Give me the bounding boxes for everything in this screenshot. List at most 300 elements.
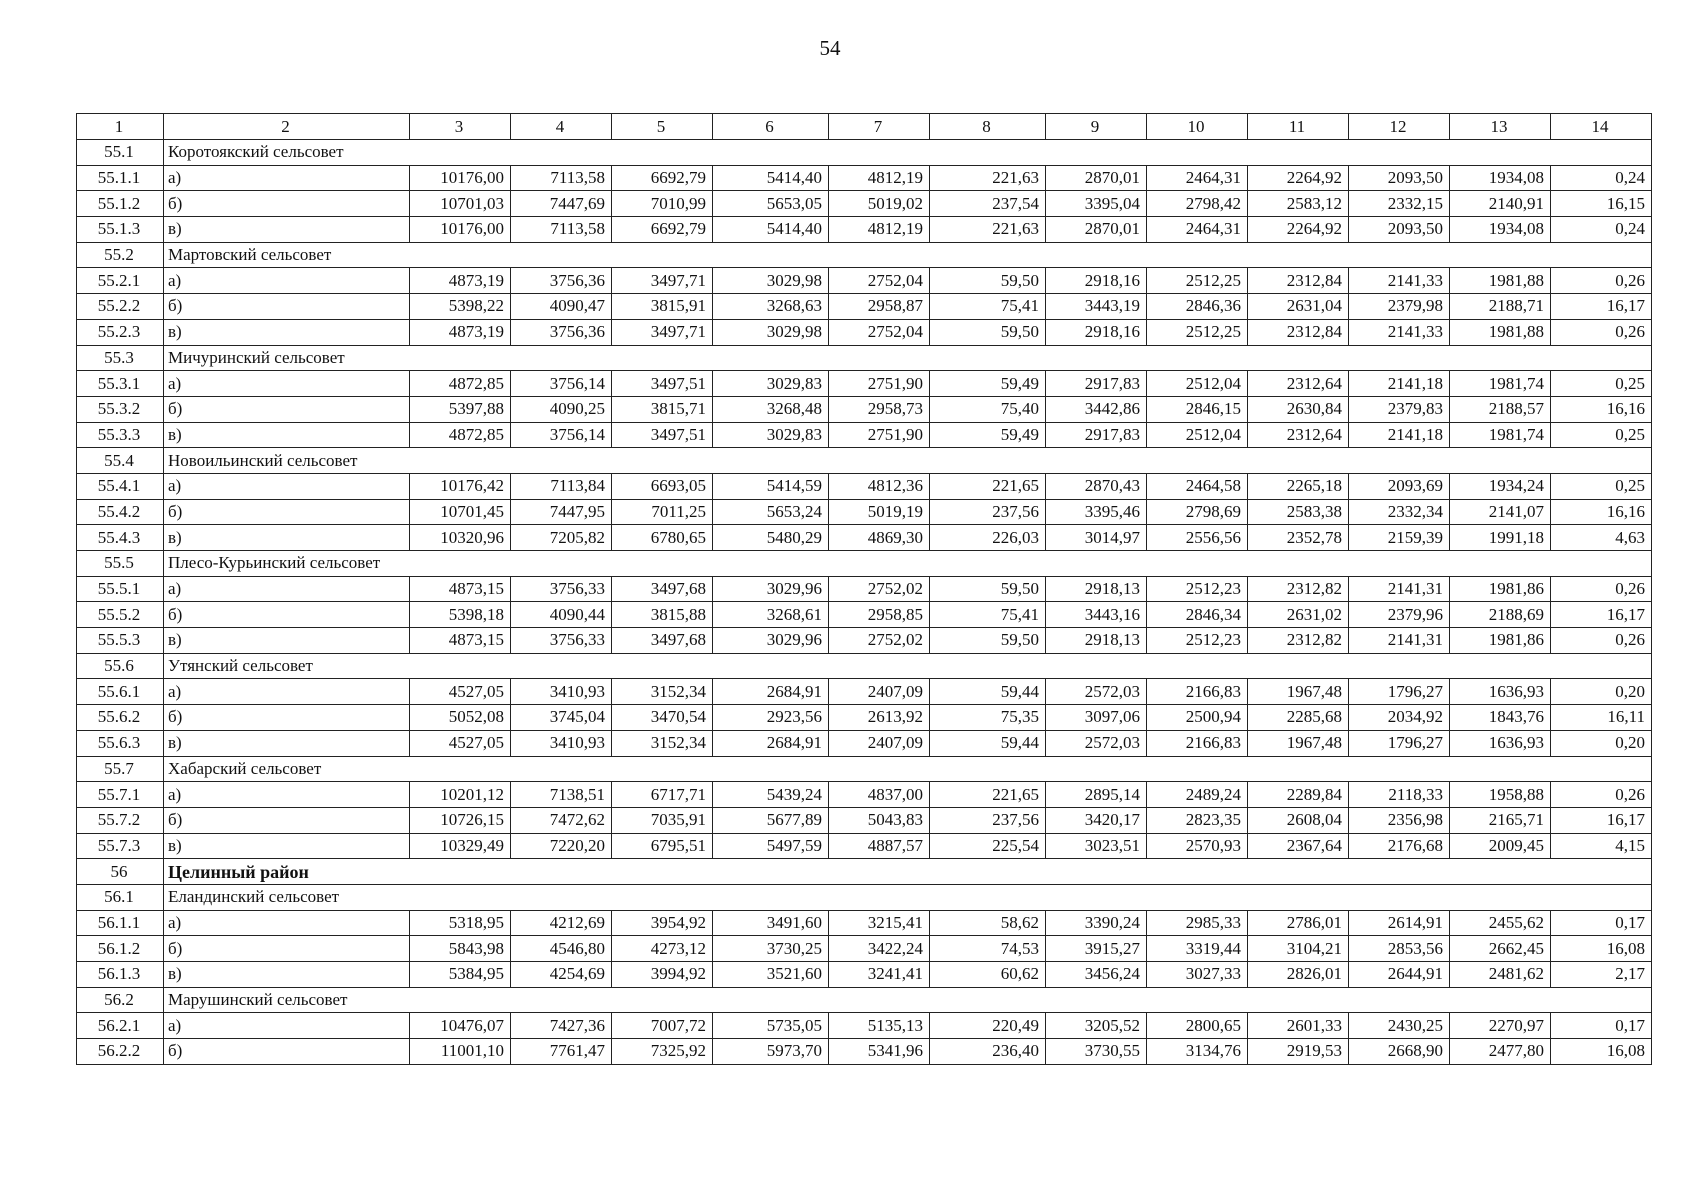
value-cell: 10701,03 <box>410 191 511 217</box>
value-cell: 10701,45 <box>410 499 511 525</box>
value-cell: 59,50 <box>930 268 1046 294</box>
value-cell: 5677,89 <box>713 807 829 833</box>
value-cell: 7007,72 <box>612 1013 713 1039</box>
value-cell: 3443,19 <box>1046 294 1147 320</box>
value-cell: 3205,52 <box>1046 1013 1147 1039</box>
value-cell: 2455,62 <box>1450 910 1551 936</box>
value-cell: 3815,71 <box>612 396 713 422</box>
value-cell: 1934,08 <box>1450 165 1551 191</box>
value-cell: 2512,25 <box>1147 268 1248 294</box>
value-cell: 10176,00 <box>410 217 511 243</box>
value-cell: 59,44 <box>930 730 1046 756</box>
value-cell: 2846,15 <box>1147 396 1248 422</box>
value-cell: 2798,69 <box>1147 499 1248 525</box>
value-cell: 2489,24 <box>1147 782 1248 808</box>
value-cell: 2034,92 <box>1349 705 1450 731</box>
value-cell: 0,26 <box>1551 268 1652 294</box>
row-code: 55.1 <box>77 140 164 166</box>
value-cell: 4090,47 <box>511 294 612 320</box>
header-row <box>77 114 1652 140</box>
table-row <box>77 807 1652 833</box>
value-cell: 6717,71 <box>612 782 713 808</box>
row-code: 55.7.2 <box>77 807 164 833</box>
value-cell: 5397,88 <box>410 396 511 422</box>
row-code: 55.2.2 <box>77 294 164 320</box>
row-label: в) <box>164 217 410 243</box>
value-cell: 2332,34 <box>1349 499 1450 525</box>
table-row <box>77 473 1652 499</box>
value-cell: 10201,12 <box>410 782 511 808</box>
value-cell: 2846,34 <box>1147 602 1248 628</box>
table-row <box>77 294 1652 320</box>
value-cell: 1967,48 <box>1248 730 1349 756</box>
section-name: Коротоякский сельсовет <box>164 140 1652 166</box>
table-row <box>77 782 1652 808</box>
value-cell: 1981,74 <box>1450 422 1551 448</box>
value-cell: 5398,22 <box>410 294 511 320</box>
value-cell: 2919,53 <box>1248 1039 1349 1065</box>
value-cell: 2312,82 <box>1248 576 1349 602</box>
value-cell: 5019,19 <box>829 499 930 525</box>
value-cell: 10320,96 <box>410 525 511 551</box>
value-cell: 2583,38 <box>1248 499 1349 525</box>
row-label: в) <box>164 319 410 345</box>
row-code: 55.2.3 <box>77 319 164 345</box>
value-cell: 3994,92 <box>612 962 713 988</box>
value-cell: 2379,96 <box>1349 602 1450 628</box>
value-cell: 2159,39 <box>1349 525 1450 551</box>
value-cell: 75,35 <box>930 705 1046 731</box>
value-cell: 3756,36 <box>511 268 612 294</box>
value-cell: 6780,65 <box>612 525 713 551</box>
value-cell: 2188,57 <box>1450 396 1551 422</box>
value-cell: 2985,33 <box>1147 910 1248 936</box>
table-row <box>77 962 1652 988</box>
value-cell: 3395,46 <box>1046 499 1147 525</box>
value-cell: 0,24 <box>1551 217 1652 243</box>
value-cell: 2141,18 <box>1349 422 1450 448</box>
value-cell: 0,26 <box>1551 319 1652 345</box>
row-label: б) <box>164 499 410 525</box>
value-cell: 1796,27 <box>1349 730 1450 756</box>
row-label: б) <box>164 936 410 962</box>
value-cell: 3730,25 <box>713 936 829 962</box>
value-cell: 2312,64 <box>1248 422 1349 448</box>
value-cell: 3268,48 <box>713 396 829 422</box>
value-cell: 1981,86 <box>1450 576 1551 602</box>
value-cell: 3730,55 <box>1046 1039 1147 1065</box>
value-cell: 5653,05 <box>713 191 829 217</box>
value-cell: 3815,91 <box>612 294 713 320</box>
value-cell: 3756,33 <box>511 628 612 654</box>
table-row <box>77 191 1652 217</box>
value-cell: 2379,83 <box>1349 396 1450 422</box>
row-code: 55.4.2 <box>77 499 164 525</box>
table-row <box>77 396 1652 422</box>
value-cell: 1981,86 <box>1450 628 1551 654</box>
value-cell: 16,17 <box>1551 294 1652 320</box>
value-cell: 2118,33 <box>1349 782 1450 808</box>
value-cell: 1796,27 <box>1349 679 1450 705</box>
value-cell: 4837,00 <box>829 782 930 808</box>
row-code: 55.6.3 <box>77 730 164 756</box>
value-cell: 0,26 <box>1551 576 1652 602</box>
column-header: 13 <box>1450 114 1551 140</box>
value-cell: 2270,97 <box>1450 1013 1551 1039</box>
value-cell: 1636,93 <box>1450 679 1551 705</box>
value-cell: 0,25 <box>1551 422 1652 448</box>
row-code: 56.1.3 <box>77 962 164 988</box>
row-code: 55.5.3 <box>77 628 164 654</box>
table-row <box>77 268 1652 294</box>
row-code: 55.5 <box>77 551 164 577</box>
table-row <box>77 576 1652 602</box>
value-cell: 4873,19 <box>410 319 511 345</box>
row-label: а) <box>164 576 410 602</box>
row-label: б) <box>164 602 410 628</box>
value-cell: 2166,83 <box>1147 730 1248 756</box>
value-cell: 2918,16 <box>1046 268 1147 294</box>
value-cell: 5043,83 <box>829 807 930 833</box>
value-cell: 2512,23 <box>1147 628 1248 654</box>
value-cell: 2752,04 <box>829 268 930 294</box>
value-cell: 2917,83 <box>1046 371 1147 397</box>
value-cell: 5398,18 <box>410 602 511 628</box>
row-code: 55.3.3 <box>77 422 164 448</box>
value-cell: 2668,90 <box>1349 1039 1450 1065</box>
row-label: б) <box>164 396 410 422</box>
value-cell: 7035,91 <box>612 807 713 833</box>
value-cell: 236,40 <box>930 1039 1046 1065</box>
value-cell: 3443,16 <box>1046 602 1147 628</box>
value-cell: 11001,10 <box>410 1039 511 1065</box>
value-cell: 4812,19 <box>829 165 930 191</box>
value-cell: 1636,93 <box>1450 730 1551 756</box>
section-row <box>77 448 1652 474</box>
value-cell: 2751,90 <box>829 371 930 397</box>
row-code: 55.2 <box>77 242 164 268</box>
table-row <box>77 1039 1652 1065</box>
value-cell: 7447,95 <box>511 499 612 525</box>
value-cell: 4212,69 <box>511 910 612 936</box>
value-cell: 7138,51 <box>511 782 612 808</box>
value-cell: 5497,59 <box>713 833 829 859</box>
value-cell: 3756,33 <box>511 576 612 602</box>
value-cell: 3470,54 <box>612 705 713 731</box>
value-cell: 2312,82 <box>1248 628 1349 654</box>
value-cell: 0,26 <box>1551 782 1652 808</box>
value-cell: 10329,49 <box>410 833 511 859</box>
value-cell: 220,49 <box>930 1013 1046 1039</box>
value-cell: 0,25 <box>1551 473 1652 499</box>
value-cell: 2798,42 <box>1147 191 1248 217</box>
table-row <box>77 936 1652 962</box>
value-cell: 2958,85 <box>829 602 930 628</box>
value-cell: 3410,93 <box>511 730 612 756</box>
value-cell: 3097,06 <box>1046 705 1147 731</box>
value-cell: 2285,68 <box>1248 705 1349 731</box>
value-cell: 3497,51 <box>612 371 713 397</box>
value-cell: 2684,91 <box>713 730 829 756</box>
value-cell: 2870,01 <box>1046 165 1147 191</box>
table-row <box>77 730 1652 756</box>
value-cell: 3241,41 <box>829 962 930 988</box>
value-cell: 3104,21 <box>1248 936 1349 962</box>
value-cell: 3756,14 <box>511 422 612 448</box>
value-cell: 2512,23 <box>1147 576 1248 602</box>
column-header: 2 <box>164 114 410 140</box>
value-cell: 10476,07 <box>410 1013 511 1039</box>
value-cell: 3390,24 <box>1046 910 1147 936</box>
row-label: в) <box>164 833 410 859</box>
tariff-table <box>76 113 1652 1065</box>
section-name: Хабарский сельсовет <box>164 756 1652 782</box>
table-row <box>77 679 1652 705</box>
value-cell: 1981,74 <box>1450 371 1551 397</box>
row-label: в) <box>164 628 410 654</box>
value-cell: 2356,98 <box>1349 807 1450 833</box>
column-header: 4 <box>511 114 612 140</box>
row-code: 55.7.3 <box>77 833 164 859</box>
value-cell: 6795,51 <box>612 833 713 859</box>
value-cell: 226,03 <box>930 525 1046 551</box>
value-cell: 2918,13 <box>1046 628 1147 654</box>
value-cell: 2613,92 <box>829 705 930 731</box>
value-cell: 3023,51 <box>1046 833 1147 859</box>
value-cell: 2570,93 <box>1147 833 1248 859</box>
value-cell: 1934,08 <box>1450 217 1551 243</box>
value-cell: 3915,27 <box>1046 936 1147 962</box>
value-cell: 2352,78 <box>1248 525 1349 551</box>
value-cell: 3756,14 <box>511 371 612 397</box>
value-cell: 7205,82 <box>511 525 612 551</box>
row-code: 56.1.2 <box>77 936 164 962</box>
value-cell: 58,62 <box>930 910 1046 936</box>
value-cell: 2093,50 <box>1349 165 1450 191</box>
value-cell: 2631,04 <box>1248 294 1349 320</box>
value-cell: 3268,61 <box>713 602 829 628</box>
value-cell: 3268,63 <box>713 294 829 320</box>
value-cell: 2141,18 <box>1349 371 1450 397</box>
value-cell: 2786,01 <box>1248 910 1349 936</box>
value-cell: 2895,14 <box>1046 782 1147 808</box>
value-cell: 7220,20 <box>511 833 612 859</box>
value-cell: 7010,99 <box>612 191 713 217</box>
value-cell: 237,56 <box>930 807 1046 833</box>
value-cell: 2009,45 <box>1450 833 1551 859</box>
value-cell: 75,41 <box>930 294 1046 320</box>
value-cell: 74,53 <box>930 936 1046 962</box>
value-cell: 3815,88 <box>612 602 713 628</box>
value-cell: 2141,33 <box>1349 319 1450 345</box>
value-cell: 1967,48 <box>1248 679 1349 705</box>
value-cell: 16,16 <box>1551 499 1652 525</box>
value-cell: 4812,36 <box>829 473 930 499</box>
value-cell: 2312,84 <box>1248 319 1349 345</box>
value-cell: 3497,51 <box>612 422 713 448</box>
value-cell: 3521,60 <box>713 962 829 988</box>
value-cell: 4,15 <box>1551 833 1652 859</box>
value-cell: 5135,13 <box>829 1013 930 1039</box>
table-row <box>77 217 1652 243</box>
value-cell: 5341,96 <box>829 1039 930 1065</box>
value-cell: 2630,84 <box>1248 396 1349 422</box>
value-cell: 4887,57 <box>829 833 930 859</box>
value-cell: 1843,76 <box>1450 705 1551 731</box>
value-cell: 1958,88 <box>1450 782 1551 808</box>
value-cell: 10176,42 <box>410 473 511 499</box>
value-cell: 4090,44 <box>511 602 612 628</box>
section-name: Новоильинский сельсовет <box>164 448 1652 474</box>
row-code: 55.5.2 <box>77 602 164 628</box>
row-code: 56.1.1 <box>77 910 164 936</box>
value-cell: 16,08 <box>1551 936 1652 962</box>
value-cell: 10726,15 <box>410 807 511 833</box>
value-cell: 2870,01 <box>1046 217 1147 243</box>
value-cell: 5414,59 <box>713 473 829 499</box>
value-cell: 2165,71 <box>1450 807 1551 833</box>
value-cell: 75,40 <box>930 396 1046 422</box>
value-cell: 2644,91 <box>1349 962 1450 988</box>
value-cell: 3152,34 <box>612 730 713 756</box>
value-cell: 7113,84 <box>511 473 612 499</box>
value-cell: 5414,40 <box>713 217 829 243</box>
column-header: 6 <box>713 114 829 140</box>
value-cell: 4090,25 <box>511 396 612 422</box>
value-cell: 2141,07 <box>1450 499 1551 525</box>
row-label: а) <box>164 165 410 191</box>
value-cell: 4873,19 <box>410 268 511 294</box>
value-cell: 2512,25 <box>1147 319 1248 345</box>
value-cell: 1991,18 <box>1450 525 1551 551</box>
value-cell: 3029,83 <box>713 371 829 397</box>
value-cell: 3497,71 <box>612 319 713 345</box>
value-cell: 2265,18 <box>1248 473 1349 499</box>
value-cell: 0,24 <box>1551 165 1652 191</box>
value-cell: 2751,90 <box>829 422 930 448</box>
section-row <box>77 884 1652 910</box>
value-cell: 2264,92 <box>1248 217 1349 243</box>
value-cell: 2662,45 <box>1450 936 1551 962</box>
value-cell: 3756,36 <box>511 319 612 345</box>
row-code: 55.1.3 <box>77 217 164 243</box>
row-label: а) <box>164 371 410 397</box>
section-name: Марушинский сельсовет <box>164 987 1652 1013</box>
table-row <box>77 910 1652 936</box>
row-code: 56.2.2 <box>77 1039 164 1065</box>
value-cell: 5973,70 <box>713 1039 829 1065</box>
row-code: 56 <box>77 859 164 885</box>
value-cell: 3745,04 <box>511 705 612 731</box>
table-row <box>77 371 1652 397</box>
value-cell: 225,54 <box>930 833 1046 859</box>
row-label: а) <box>164 1013 410 1039</box>
value-cell: 3442,86 <box>1046 396 1147 422</box>
value-cell: 3319,44 <box>1147 936 1248 962</box>
column-header: 7 <box>829 114 930 140</box>
value-cell: 3029,83 <box>713 422 829 448</box>
value-cell: 2752,02 <box>829 576 930 602</box>
row-code: 55.6.1 <box>77 679 164 705</box>
value-cell: 2464,31 <box>1147 165 1248 191</box>
table-row <box>77 628 1652 654</box>
value-cell: 2572,03 <box>1046 730 1147 756</box>
value-cell: 16,16 <box>1551 396 1652 422</box>
row-code: 55.5.1 <box>77 576 164 602</box>
value-cell: 2918,13 <box>1046 576 1147 602</box>
value-cell: 2481,62 <box>1450 962 1551 988</box>
value-cell: 7427,36 <box>511 1013 612 1039</box>
table-row <box>77 833 1652 859</box>
value-cell: 0,20 <box>1551 679 1652 705</box>
value-cell: 3395,04 <box>1046 191 1147 217</box>
value-cell: 4872,85 <box>410 371 511 397</box>
value-cell: 2407,09 <box>829 730 930 756</box>
value-cell: 4872,85 <box>410 422 511 448</box>
value-cell: 5735,05 <box>713 1013 829 1039</box>
value-cell: 2608,04 <box>1248 807 1349 833</box>
value-cell: 3420,17 <box>1046 807 1147 833</box>
section-name: Мартовский сельсовет <box>164 242 1652 268</box>
value-cell: 4873,15 <box>410 576 511 602</box>
value-cell: 2141,31 <box>1349 628 1450 654</box>
column-header: 9 <box>1046 114 1147 140</box>
row-code: 55.6.2 <box>77 705 164 731</box>
value-cell: 2846,36 <box>1147 294 1248 320</box>
value-cell: 0,25 <box>1551 371 1652 397</box>
value-cell: 3497,68 <box>612 628 713 654</box>
value-cell: 16,11 <box>1551 705 1652 731</box>
value-cell: 3029,98 <box>713 268 829 294</box>
district-name: Целинный район <box>164 859 1652 885</box>
value-cell: 2188,69 <box>1450 602 1551 628</box>
value-cell: 2800,65 <box>1147 1013 1248 1039</box>
table-row <box>77 705 1652 731</box>
value-cell: 3134,76 <box>1147 1039 1248 1065</box>
value-cell: 3027,33 <box>1147 962 1248 988</box>
value-cell: 2176,68 <box>1349 833 1450 859</box>
page-number: 54 <box>819 36 841 60</box>
value-cell: 2477,80 <box>1450 1039 1551 1065</box>
value-cell: 2870,43 <box>1046 473 1147 499</box>
value-cell: 0,17 <box>1551 910 1652 936</box>
value-cell: 5384,95 <box>410 962 511 988</box>
value-cell: 2958,73 <box>829 396 930 422</box>
value-cell: 2826,01 <box>1248 962 1349 988</box>
row-code: 55.7 <box>77 756 164 782</box>
value-cell: 4,63 <box>1551 525 1652 551</box>
value-cell: 2093,69 <box>1349 473 1450 499</box>
table-row <box>77 602 1652 628</box>
value-cell: 221,65 <box>930 782 1046 808</box>
table-body <box>77 114 1652 1065</box>
value-cell: 5480,29 <box>713 525 829 551</box>
value-cell: 2583,12 <box>1248 191 1349 217</box>
value-cell: 221,63 <box>930 165 1046 191</box>
table-row <box>77 422 1652 448</box>
value-cell: 2752,02 <box>829 628 930 654</box>
section-name: Еландинский сельсовет <box>164 884 1652 910</box>
value-cell: 2614,91 <box>1349 910 1450 936</box>
value-cell: 3497,68 <box>612 576 713 602</box>
value-cell: 4273,12 <box>612 936 713 962</box>
column-header: 3 <box>410 114 511 140</box>
row-code: 56.1 <box>77 884 164 910</box>
row-code: 55.6 <box>77 653 164 679</box>
value-cell: 2631,02 <box>1248 602 1349 628</box>
value-cell: 3029,98 <box>713 319 829 345</box>
value-cell: 16,08 <box>1551 1039 1652 1065</box>
